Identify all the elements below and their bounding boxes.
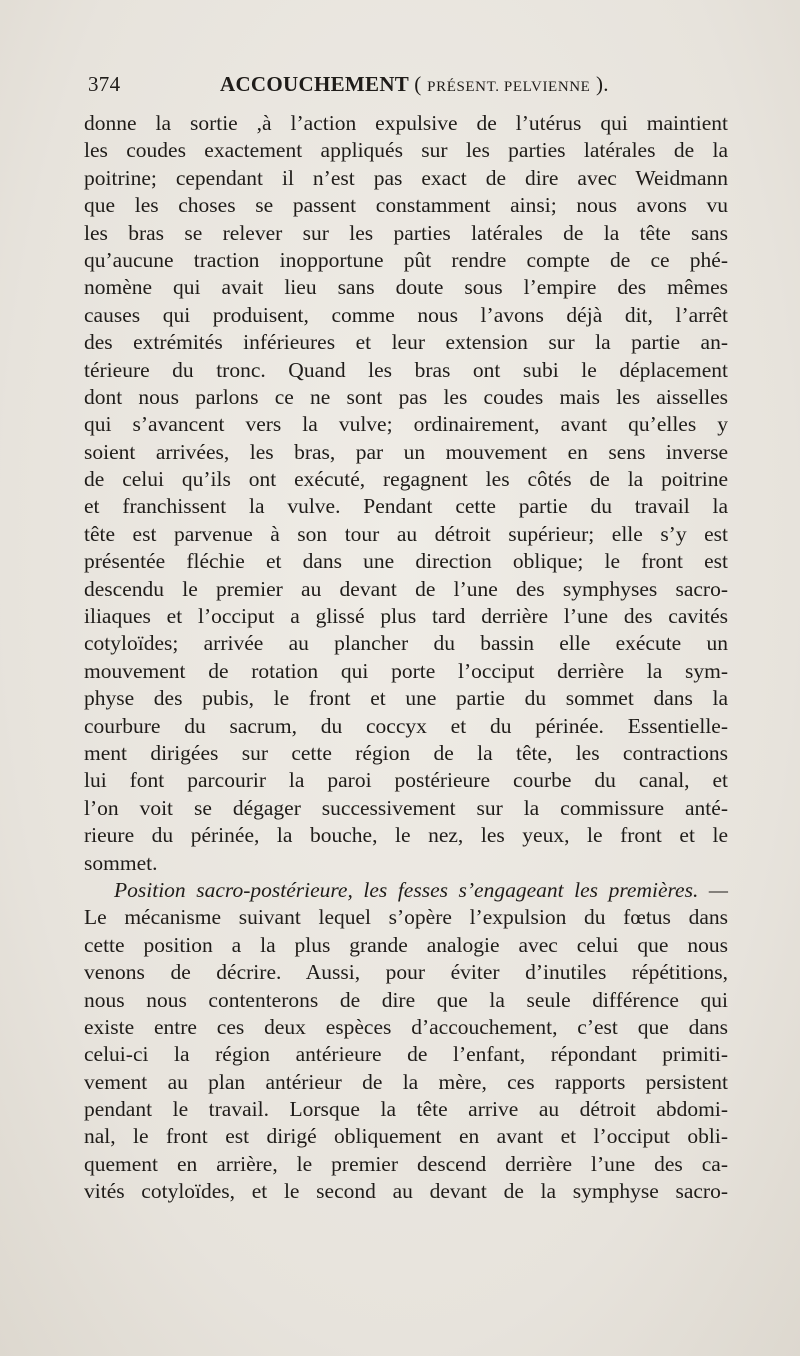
text-line: venons de décrire. Aussi, pour éviter d’inutiles répétitions, [84, 960, 728, 985]
text-line: mouvement de rotation qui porte l’occiput derrière la sym- [84, 658, 728, 683]
text-line: qu’aucune traction inopportune pût rendre compte de ce phé- [84, 247, 728, 272]
section-heading [84, 877, 728, 904]
text-line: que les choses se passent constamment ainsi; nous avons vu [84, 193, 728, 218]
section-heading-italic: Position sacro-postérieure, les fesses s’engageant les premières. — [114, 877, 728, 902]
text-line: les bras se relever sur les parties latérales de la tête sans [84, 220, 728, 245]
text-line: et franchissent la vulve. Pendant cette partie du travail la [84, 494, 728, 519]
text-line: vement au plan antérieur de la mère, ces rapports persistent [84, 1069, 728, 1094]
text-line: vités cotyloïdes, et le second au devant de la symphyse sacro- [84, 1179, 728, 1204]
page-number: 374 [88, 72, 121, 96]
text-line: nal, le front est dirigé obliquement en avant et l’occiput obli- [84, 1124, 728, 1149]
text-line: rieure du périnée, la bouche, le nez, les yeux, le front et le [84, 823, 728, 848]
text-line: physe des pubis, le front et une partie du sommet dans la [84, 686, 728, 711]
text-line: pendant le travail. Lorsque la tête arrive au détroit abdomi- [84, 1097, 728, 1122]
page-header [88, 72, 728, 108]
text-line: descendu le premier au devant de l’une des symphyses sacro- [84, 576, 728, 601]
text-line: iliaques et l’occiput a glissé plus tard derrière l’une des cavités [84, 604, 728, 629]
text-line: causes qui produisent, comme nous l’avons déjà dit, l’arrêt [84, 302, 728, 327]
text-line: tête est parvenue à son tour au détroit supérieur; elle s’y est [84, 521, 728, 546]
text-line: de celui qu’ils ont exécuté, regagnent les côtés de la poitrine [84, 467, 728, 492]
running-head-subtitle: PRÉSENT. PELVIENNE [427, 79, 591, 95]
text-line: soient arrivées, les bras, par un mouvement en sens inverse [84, 439, 728, 464]
text-line: cette position a la plus grande analogie avec celui que nous [84, 932, 728, 957]
text-line: courbure du sacrum, du coccyx et du périnée. Essentielle- [84, 713, 728, 738]
body-text [84, 110, 728, 1206]
text-line: ment dirigées sur cette région de la tête, les contractions [84, 740, 728, 765]
text-line: nous nous contenterons de dire que la seule différence qui [84, 987, 728, 1012]
text-line: quement en arrière, le premier descend derrière l’une des ca- [84, 1151, 728, 1176]
text-line: lui font parcourir la paroi postérieure courbe du canal, et [84, 768, 728, 793]
text-line: des extrémités inférieures et leur extension sur la partie an- [84, 330, 728, 355]
running-head-close-paren: ). [590, 72, 609, 96]
text-line: celui-ci la région antérieure de l’enfant, répondant primiti- [84, 1042, 728, 1067]
text-line: les coudes exactement appliqués sur les parties latérales de la [84, 138, 728, 163]
text-line: poitrine; cependant il n’est pas exact de dire avec Weidmann [84, 165, 728, 190]
text-line: qui s’avancent vers la vulve; ordinairement, avant qu’elles y [84, 412, 728, 437]
text-line: existe entre ces deux espèces d’accouchement, c’est que dans [84, 1014, 728, 1039]
text-line: Le mécanisme suivant lequel s’opère l’expulsion du fœtus dans [84, 905, 728, 930]
text-line: cotyloïdes; arrivée au plancher du bassin elle exécute un [84, 631, 728, 656]
text-line: donne la sortie ,à l’action expulsive de l’utérus qui maintient [84, 111, 728, 135]
text-line: nomène qui avait lieu sans doute sous l’empire des mêmes [84, 275, 728, 300]
text-line: l’on voit se dégager successivement sur la commissure anté- [84, 795, 728, 820]
running-head-title: ACCOUCHEMENT [220, 72, 409, 96]
running-head-open-paren: ( [414, 72, 428, 96]
text-line: dont nous parlons ce ne sont pas les coudes mais les aisselles [84, 384, 728, 409]
text-line: présentée fléchie et dans une direction oblique; le front est [84, 549, 728, 574]
text-line: sommet. [84, 850, 158, 875]
text-line: térieure du tronc. Quand les bras ont subi le déplacement [84, 357, 728, 382]
running-head [220, 72, 609, 97]
